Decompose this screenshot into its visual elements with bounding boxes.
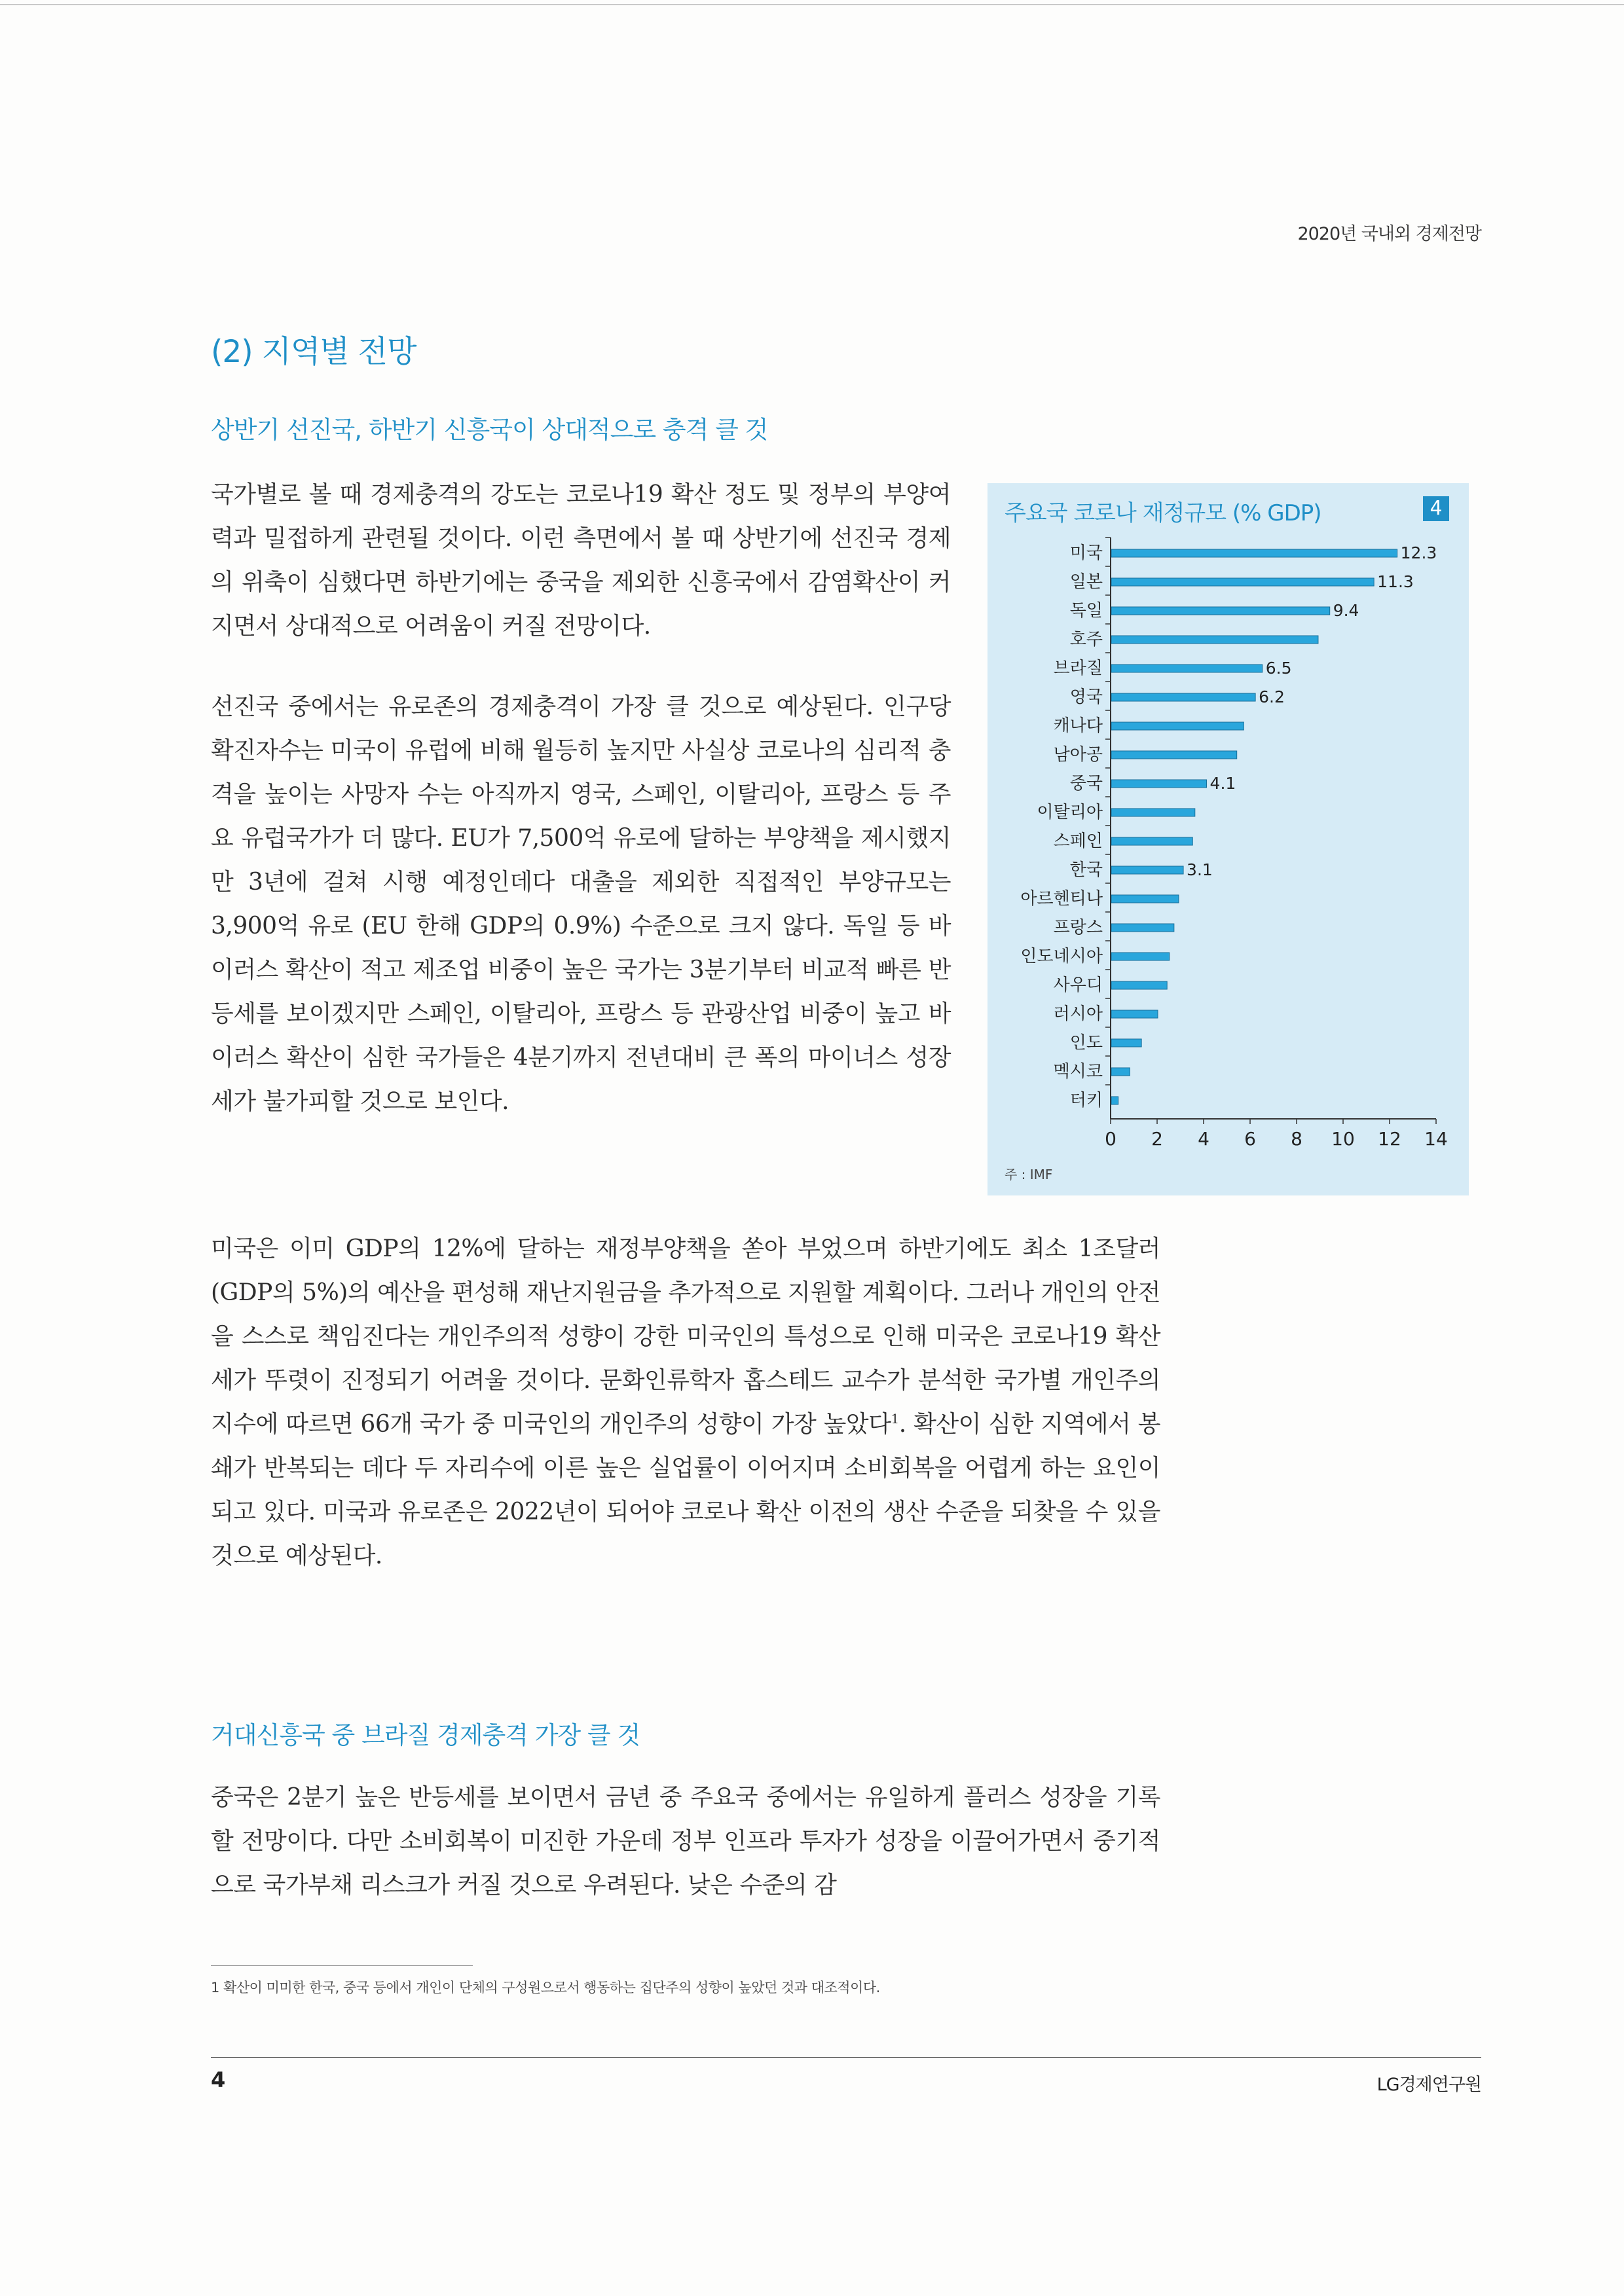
paragraph-3-text: 미국은 이미 GDP의 12%에 달하는 재정부양책을 쏟아 부었으며 하반기에도 최소 1조달러(GDP의 5%)의 예산을 편성해 재난지원금을 추가적으로 지원할 계획이다. 그러나 개인의 안전을 스스로 책임진다는 개인주의적 성향이 강한 미국인의 특성으로 인해 미국은 코로나19 확산세가 뚜렷이 진정되기 어려울 것이다. 문화인류학자 홉스테드 교수가 분석한 국가별 개인주의 지수에 따르면 66개 국가 중 미국인의 개인주의 성향이 가장 높았다 [211, 1235, 1160, 1438]
subhead-2: 거대신흥국 중 브라질 경제충격 가장 클 것 [211, 1721, 640, 1749]
x-tick-label: 12 [1378, 1128, 1401, 1150]
bar [1111, 1068, 1130, 1076]
x-tick-label: 8 [1291, 1128, 1302, 1150]
chart-title: 주요국 코로나 재정규모 (% GDP) [1005, 500, 1321, 526]
page-number: 4 [211, 2068, 226, 2092]
category-label: 중국 [1069, 774, 1103, 793]
category-label: 캐나다 [1053, 716, 1103, 736]
x-tick-label: 2 [1151, 1128, 1163, 1150]
category-label: 사우디 [1053, 975, 1103, 995]
x-tick-label: 6 [1244, 1128, 1256, 1150]
data-label: 6.5 [1265, 659, 1292, 678]
bar [1111, 665, 1263, 672]
x-tick-label: 4 [1198, 1128, 1209, 1150]
chart-box [987, 483, 1469, 1195]
chart-number-badge: 4 [1423, 496, 1449, 521]
bar [1111, 981, 1167, 989]
category-label: 영국 [1069, 687, 1103, 707]
bottom-rule [211, 2057, 1481, 2058]
data-label: 11.3 [1377, 572, 1414, 591]
chart-note: 주 : IMF [1005, 1167, 1053, 1182]
data-label: 4.1 [1209, 774, 1236, 793]
category-label: 러시아 [1053, 1004, 1103, 1024]
footnote: 1 확산이 미미한 한국, 중국 등에서 개인이 단체의 구성원으로서 행동하는 집단주의 성향이 높았던 것과 대조적이다. [211, 1980, 880, 1995]
data-label: 9.4 [1333, 601, 1359, 620]
category-label: 터키 [1069, 1091, 1103, 1110]
data-label: 12.3 [1400, 543, 1437, 562]
category-label: 프랑스 [1053, 918, 1103, 938]
running-title: 2020년 국내외 경제전망 [1297, 224, 1481, 244]
bar [1111, 924, 1174, 932]
bar [1111, 693, 1255, 701]
category-label: 스페인 [1053, 831, 1103, 851]
data-label: 3.1 [1187, 860, 1213, 879]
bar [1111, 1039, 1141, 1047]
bar [1111, 809, 1195, 816]
fiscal-size-chart [987, 483, 1469, 1195]
category-label: 독일 [1069, 601, 1103, 621]
data-label: 6.2 [1259, 687, 1285, 706]
x-tick-label: 14 [1424, 1128, 1448, 1150]
bar [1111, 751, 1237, 759]
section-title: (2) 지역별 전망 [211, 334, 416, 370]
bar [1111, 578, 1374, 586]
bar [1111, 866, 1183, 874]
paragraph-3: 미국은 이미 GDP의 12%에 달하는 재정부양책을 쏟아 부었으며 하반기에도 최소 1조달러(GDP의 5%)의 예산을 편성해 재난지원금을 추가적으로 지원할 계획이다. 그러나 개인의 안전을 스스로 책임진다는 개인주의적 성향이 강한 미국인의 특성으로 인해 미국은 코로나19 확산세가 뚜렷이 진정되기 어려울 것이다. 문화인류학자 홉스테드 교수가 분석한 국가별 개인주의 지수에 따르면 66개 국가 중 미국인의 개인주의 성향이 가장 높았다$^1$. 확산이 심한 지역에서 봉쇄가 반복되는 데다 두 자리수에 이른 높은 실업률이 이어지며 소비회복을 어렵게 하는 요인이 되고 있다. 미국과 유로존은 2022년이 되어야 코로나 확산 이전의 생산 수준을 되찾을 수 있을 것으로 예상된다. [211, 1235, 1161, 1569]
paragraph-3-cont: 확산이 심한 지역에서 봉쇄가 반복되는 데다 두 자리수에 이른 높은 실업률이 이어지며 소비회복을 어렵게 하는 요인이 되고 있다. 미국과 유로존은 2022년이 되어야 코로나 확산 이전의 생산 수준을 되찾을 수 있을 것으로 예상된다. [211, 1411, 1161, 1569]
paragraph-2: 선진국 중에서는 유로존의 경제충격이 가장 클 것으로 예상된다. 인구당 확진자수는 미국이 유럽에 비해 월등히 높지만 사실상 코로나의 심리적 충격을 높이는 사망자 수는 아직까지 영국, 스페인, 이탈리아, 프랑스 등 주요 유럽국가가 더 많다. EU가 7,500억 유로에 달하는 부양책을 제시했지만 3년에 걸쳐 시행 예정인데다 대출을 제외한 직접적인 부양규모는 3,900억 유로 (EU 한해 GDP의 0.9%) 수준으로 크지 않다. 독일 등 바이러스 확산이 적고 제조업 비중이 높은 국가는 3분기부터 비교적 빠른 반등세를 보이겠지만 스페인, 이탈리아, 프랑스 등 관광산업 비중이 높고 바이러스 확산이 심한 국가들은 4분기까지 전년대비 큰 폭의 마이너스 성장세가 불가피할 것으로 보인다. [211, 693, 951, 1115]
x-tick-label: 10 [1331, 1128, 1355, 1150]
footnote-rule [211, 1965, 473, 1966]
category-label: 브라질 [1053, 659, 1103, 678]
subhead-1: 상반기 선진국, 하반기 신흥국이 상대적으로 충격 클 것 [211, 416, 768, 444]
bar [1111, 780, 1207, 788]
bar [1111, 607, 1330, 615]
footnote-marker: 1 [891, 1411, 899, 1427]
category-label: 아르헨티나 [1020, 889, 1103, 909]
bar [1111, 1097, 1118, 1104]
category-label: 인도네시아 [1020, 947, 1103, 966]
bar [1111, 1010, 1158, 1018]
paragraph-1: 국가별로 볼 때 경제충격의 강도는 코로나19 확산 정도 및 정부의 부양여력과 밀접하게 관련될 것이다. 이런 측면에서 볼 때 상반기에 선진국 경제의 위축이 심했다면 하반기에는 중국을 제외한 신흥국에서 감염확산이 커지면서 상대적으로 어려움이 커질 전망이다. [211, 481, 951, 640]
bar [1111, 953, 1170, 960]
category-label: 인도 [1069, 1033, 1103, 1053]
category-label: 남아공 [1053, 745, 1103, 765]
category-label: 일본 [1069, 572, 1103, 592]
publisher: LG경제연구원 [1376, 2075, 1481, 2095]
bar [1111, 837, 1192, 845]
category-label: 호주 [1069, 630, 1103, 649]
x-tick-label: 0 [1105, 1128, 1116, 1150]
bar [1111, 722, 1244, 730]
paragraph-4: 중국은 2분기 높은 반등세를 보이면서 금년 중 주요국 중에서는 유일하게 플러스 성장을 기록할 전망이다. 다만 소비회복이 미진한 가운데 정부 인프라 투자가 성장을 이끌어가면서 중기적으로 국가부채 리스크가 커질 것으로 우려된다. 낮은 수준의 감 [211, 1784, 1160, 1899]
category-label: 이탈리아 [1037, 803, 1103, 822]
category-label: 한국 [1069, 860, 1103, 880]
bar [1111, 895, 1179, 903]
top-rule [0, 4, 1624, 5]
category-label: 멕시코 [1053, 1062, 1103, 1082]
bar [1111, 549, 1397, 557]
bar [1111, 636, 1318, 644]
category-label: 미국 [1069, 543, 1103, 563]
